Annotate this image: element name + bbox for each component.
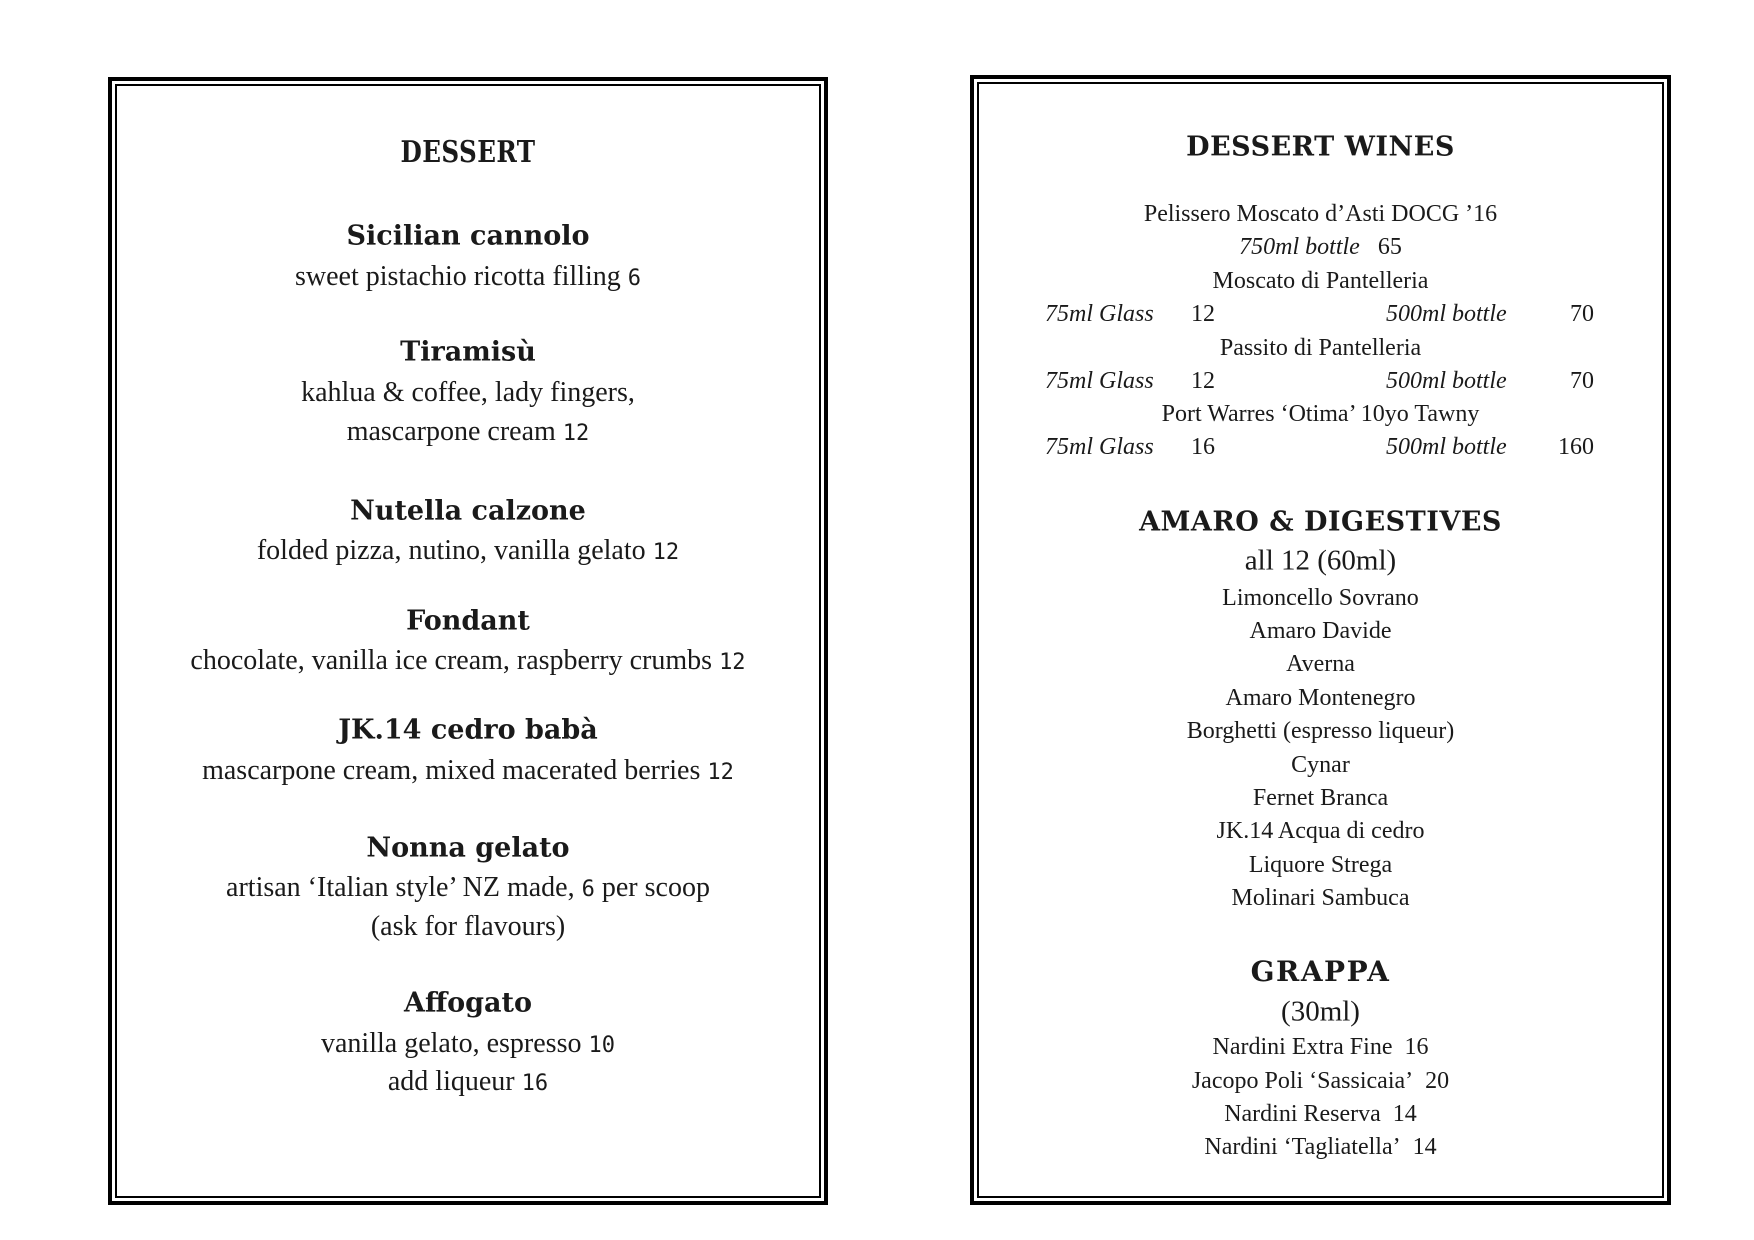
- amaro-item: Averna: [1286, 651, 1355, 677]
- item-desc-nonna-gelato-1: artisan ‘Italian style’ NZ made, 6 per scoop: [226, 872, 710, 903]
- amaro-subtitle: all 12 (60ml): [1244, 544, 1397, 577]
- bottle-price: 70: [1570, 301, 1594, 327]
- amaro-item: Borghetti (espresso liqueur): [1186, 718, 1455, 744]
- item-price: 12: [652, 540, 680, 565]
- item-name-nonna-gelato: Nonna gelato: [366, 832, 570, 864]
- amaro-item: Molinari Sambuca: [1231, 885, 1410, 911]
- bottle-price: 70: [1570, 368, 1594, 394]
- grappa-item: Jacopo Poli ‘Sassicaia’ 20: [1191, 1068, 1450, 1094]
- item-name-cannolo: Sicilian cannolo: [346, 220, 590, 252]
- item-price: 12: [719, 650, 746, 675]
- item-desc-cannolo: sweet pistachio ricotta filling 6: [294, 261, 642, 292]
- item-desc-fondant: chocolate, vanilla ice cream, raspberry crumbs 12: [190, 645, 746, 676]
- amaro-item: Amaro Davide: [1249, 618, 1392, 644]
- grappa-title: GRAPPA: [1250, 955, 1391, 988]
- wine-name-port-warres: Port Warres ‘Otima’ 10yo Tawny: [1161, 401, 1480, 427]
- amaro-item: Liquore Strega: [1248, 852, 1393, 878]
- bottle-label: 500ml bottle: [1386, 434, 1507, 460]
- dessert-wines-title: DESSERT WINES: [1186, 131, 1455, 163]
- grappa-item: Nardini ‘Tagliatella’ 14: [1204, 1134, 1437, 1160]
- amaro-item: JK.14 Acqua di cedro: [1216, 818, 1425, 844]
- grappa-item: Nardini Extra Fine 16: [1212, 1034, 1429, 1060]
- item-price: 12: [707, 760, 734, 785]
- item-desc-nonna-gelato-2: (ask for flavours): [370, 911, 566, 942]
- glass-price: 16: [1191, 434, 1215, 460]
- item-name-nutella-calzone: Nutella calzone: [350, 495, 586, 527]
- drinks-section: [970, 0, 1671, 1240]
- item-name-affogato: Affogato: [404, 987, 532, 1019]
- bottle-label: 500ml bottle: [1386, 301, 1507, 327]
- glass-label: 75ml Glass: [1045, 368, 1154, 394]
- item-price: 10: [588, 1033, 615, 1058]
- glass-price: 12: [1191, 368, 1215, 394]
- item-desc-tiramisu-2: mascarpone cream 12: [346, 416, 590, 447]
- glass-label: 75ml Glass: [1045, 434, 1154, 460]
- amaro-item: Cynar: [1291, 752, 1350, 778]
- grappa-subtitle: (30ml): [1281, 995, 1360, 1028]
- item-desc-affogato-2: add liqueur 16: [387, 1066, 549, 1097]
- item-name-tiramisu: Tiramisù: [400, 336, 536, 368]
- dessert-title: DESSERT: [400, 135, 536, 170]
- item-desc-tiramisu-1: kahlua & coffee, lady fingers,: [301, 377, 635, 408]
- wine-name-passito-pantelleria: Passito di Pantelleria: [1219, 335, 1422, 361]
- item-price: 16: [521, 1071, 549, 1096]
- item-desc-cedro-baba: mascarpone cream, mixed macerated berries 12: [202, 755, 734, 786]
- item-price: 12: [562, 421, 590, 446]
- wine-name-pelissero: Pelissero Moscato d’Asti DOCG ’16: [1143, 201, 1498, 227]
- amaro-item: Fernet Branca: [1252, 785, 1389, 811]
- amaro-item: Amaro Montenegro: [1225, 685, 1416, 711]
- item-price: 6: [581, 877, 595, 902]
- amaro-item: Limoncello Sovrano: [1222, 585, 1419, 611]
- item-name-cedro-baba: JK.14 cedro babà: [338, 714, 598, 746]
- wine-name-moscato-pantelleria: Moscato di Pantelleria: [1212, 268, 1429, 294]
- wine-bottle-pelissero: 750ml bottle 65: [1239, 234, 1402, 260]
- glass-price: 12: [1191, 301, 1215, 327]
- item-desc-affogato-1: vanilla gelato, espresso 10: [321, 1028, 615, 1059]
- grappa-item: Nardini Reserva 14: [1224, 1101, 1417, 1127]
- bottle-price: 160: [1558, 434, 1594, 460]
- item-desc-nutella-calzone: folded pizza, nutino, vanilla gelato 12: [256, 535, 680, 566]
- item-price: 6: [627, 266, 642, 291]
- dessert-section: [108, 0, 828, 1240]
- bottle-label: 500ml bottle: [1386, 368, 1507, 394]
- glass-label: 75ml Glass: [1045, 301, 1154, 327]
- amaro-title: AMARO & DIGESTIVES: [1139, 506, 1502, 538]
- item-name-fondant: Fondant: [406, 605, 530, 637]
